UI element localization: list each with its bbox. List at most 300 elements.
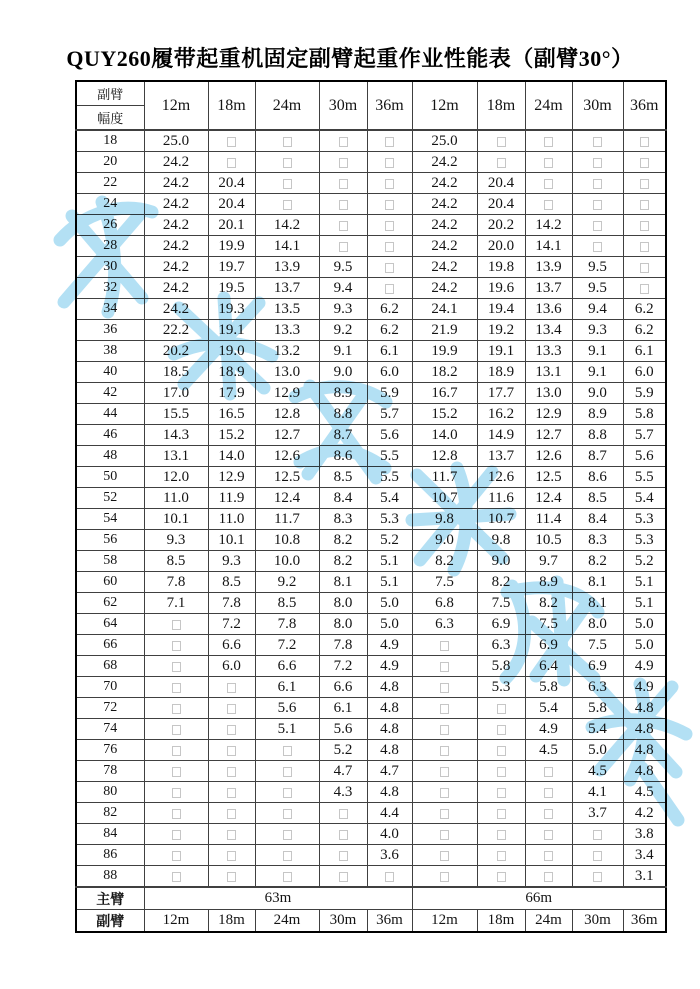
value-cell: 7.2 <box>208 614 255 635</box>
table-body <box>76 130 666 887</box>
value-cell: 5.8 <box>572 698 623 719</box>
value-cell: 3.7 <box>572 803 623 824</box>
value-cell: 8.2 <box>412 551 477 572</box>
empty-cell-icon <box>227 767 236 777</box>
jib-length-header: 24m <box>255 81 319 130</box>
value-cell: 14.2 <box>525 215 572 236</box>
value-cell: 5.3 <box>477 677 525 698</box>
value-cell <box>144 614 208 635</box>
value-cell <box>412 803 477 824</box>
value-cell: 4.9 <box>367 635 412 656</box>
value-cell: 13.1 <box>144 446 208 467</box>
value-cell <box>208 152 255 173</box>
value-cell: 9.1 <box>572 341 623 362</box>
value-cell: 5.7 <box>623 425 666 446</box>
value-cell: 5.5 <box>623 467 666 488</box>
empty-cell-icon <box>440 767 449 777</box>
value-cell <box>477 845 525 866</box>
value-cell: 4.8 <box>623 761 666 782</box>
value-cell: 19.5 <box>208 278 255 299</box>
empty-cell-icon <box>339 179 348 189</box>
value-cell: 12.6 <box>525 446 572 467</box>
value-cell <box>525 866 572 888</box>
empty-cell-icon <box>227 746 236 756</box>
empty-cell-icon <box>497 137 506 147</box>
value-cell <box>144 635 208 656</box>
empty-cell-icon <box>172 788 181 798</box>
value-cell: 5.4 <box>367 488 412 509</box>
value-cell: 5.1 <box>367 572 412 593</box>
value-cell: 12.7 <box>525 425 572 446</box>
value-cell: 19.4 <box>477 299 525 320</box>
empty-cell-icon <box>640 221 649 231</box>
value-cell <box>319 845 367 866</box>
empty-cell-icon <box>172 872 181 882</box>
table-row <box>76 509 666 530</box>
value-cell: 7.1 <box>144 593 208 614</box>
radius-cell: 36 <box>76 320 144 341</box>
value-cell: 9.3 <box>319 299 367 320</box>
value-cell: 15.2 <box>208 425 255 446</box>
value-cell: 9.3 <box>572 320 623 341</box>
empty-cell-icon <box>497 704 506 714</box>
radius-cell: 22 <box>76 173 144 194</box>
radius-cell: 68 <box>76 656 144 677</box>
value-cell: 13.1 <box>525 362 572 383</box>
value-cell <box>144 803 208 824</box>
empty-cell-icon <box>385 137 394 147</box>
empty-cell-icon <box>283 179 292 189</box>
value-cell: 9.2 <box>255 572 319 593</box>
value-cell: 10.1 <box>208 530 255 551</box>
value-cell: 5.6 <box>255 698 319 719</box>
empty-cell-icon <box>544 872 553 882</box>
value-cell: 20.4 <box>208 173 255 194</box>
value-cell: 4.5 <box>623 782 666 803</box>
value-cell: 8.2 <box>477 572 525 593</box>
value-cell: 7.5 <box>477 593 525 614</box>
value-cell: 11.9 <box>208 488 255 509</box>
value-cell <box>144 698 208 719</box>
radius-cell: 46 <box>76 425 144 446</box>
value-cell: 5.2 <box>367 530 412 551</box>
radius-cell: 26 <box>76 215 144 236</box>
value-cell <box>412 845 477 866</box>
empty-cell-icon <box>640 284 649 294</box>
value-cell: 11.0 <box>208 509 255 530</box>
radius-cell: 52 <box>76 488 144 509</box>
value-cell <box>255 740 319 761</box>
value-cell: 12.0 <box>144 467 208 488</box>
table-row <box>76 173 666 194</box>
value-cell: 12.5 <box>255 467 319 488</box>
value-cell <box>367 236 412 257</box>
main-boom-length-cell: 63m <box>144 887 412 910</box>
value-cell: 9.0 <box>477 551 525 572</box>
value-cell: 5.8 <box>525 677 572 698</box>
radius-cell: 86 <box>76 845 144 866</box>
value-cell: 24.2 <box>412 257 477 278</box>
value-cell <box>255 173 319 194</box>
value-cell <box>572 866 623 888</box>
jib-length-header: 36m <box>623 81 666 130</box>
value-cell <box>477 866 525 888</box>
empty-cell-icon <box>497 851 506 861</box>
value-cell: 10.7 <box>477 509 525 530</box>
value-cell <box>319 824 367 845</box>
value-cell: 5.1 <box>623 593 666 614</box>
empty-cell-icon <box>497 158 506 168</box>
value-cell <box>412 635 477 656</box>
jib-length-cell: 36m <box>623 910 666 933</box>
page-title: QUY260履带起重机固定副臂起重作业性能表（副臂30°） <box>66 46 634 71</box>
value-cell <box>623 215 666 236</box>
value-cell: 8.1 <box>319 572 367 593</box>
value-cell: 12.4 <box>255 488 319 509</box>
table-row <box>76 130 666 152</box>
value-cell: 4.0 <box>367 824 412 845</box>
empty-cell-icon <box>339 158 348 168</box>
empty-cell-icon <box>593 221 602 231</box>
empty-cell-icon <box>227 725 236 735</box>
value-cell <box>477 740 525 761</box>
value-cell: 5.3 <box>623 530 666 551</box>
value-cell <box>623 278 666 299</box>
value-cell <box>208 845 255 866</box>
value-cell: 24.2 <box>144 257 208 278</box>
value-cell: 6.0 <box>208 656 255 677</box>
value-cell: 11.4 <box>525 509 572 530</box>
radius-cell: 32 <box>76 278 144 299</box>
empty-cell-icon <box>339 851 348 861</box>
value-cell: 6.0 <box>367 362 412 383</box>
value-cell <box>525 782 572 803</box>
value-cell: 8.6 <box>572 467 623 488</box>
value-cell: 6.6 <box>208 635 255 656</box>
value-cell: 20.2 <box>144 341 208 362</box>
value-cell <box>572 824 623 845</box>
corner-jib-label: 副臂 <box>77 82 144 106</box>
value-cell <box>208 130 255 152</box>
value-cell: 6.0 <box>623 362 666 383</box>
value-cell: 14.2 <box>255 215 319 236</box>
empty-cell-icon <box>544 851 553 861</box>
radius-cell: 72 <box>76 698 144 719</box>
empty-cell-icon <box>339 221 348 231</box>
value-cell: 7.5 <box>572 635 623 656</box>
value-cell: 25.0 <box>144 130 208 152</box>
value-cell <box>525 803 572 824</box>
empty-cell-icon <box>497 746 506 756</box>
value-cell <box>208 824 255 845</box>
value-cell <box>525 845 572 866</box>
empty-cell-icon <box>339 830 348 840</box>
value-cell: 4.8 <box>367 782 412 803</box>
empty-cell-icon <box>227 683 236 693</box>
value-cell: 8.5 <box>255 593 319 614</box>
radius-cell: 20 <box>76 152 144 173</box>
value-cell: 8.7 <box>572 446 623 467</box>
value-cell <box>525 824 572 845</box>
value-cell <box>623 257 666 278</box>
empty-cell-icon <box>640 263 649 273</box>
empty-cell-icon <box>339 137 348 147</box>
value-cell: 5.4 <box>525 698 572 719</box>
value-cell: 3.4 <box>623 845 666 866</box>
value-cell: 19.2 <box>477 320 525 341</box>
empty-cell-icon <box>283 137 292 147</box>
value-cell <box>367 215 412 236</box>
value-cell <box>255 130 319 152</box>
jib-length-header: 30m <box>319 81 367 130</box>
radius-cell: 56 <box>76 530 144 551</box>
value-cell: 4.9 <box>367 656 412 677</box>
value-cell: 9.4 <box>572 299 623 320</box>
value-cell: 5.0 <box>623 635 666 656</box>
value-cell <box>623 152 666 173</box>
empty-cell-icon <box>440 830 449 840</box>
value-cell <box>367 278 412 299</box>
value-cell <box>477 130 525 152</box>
value-cell: 10.1 <box>144 509 208 530</box>
table-row <box>76 803 666 824</box>
value-cell: 12.9 <box>255 383 319 404</box>
jib-length-header: 24m <box>525 81 572 130</box>
empty-cell-icon <box>497 767 506 777</box>
value-cell: 9.0 <box>319 362 367 383</box>
value-cell: 7.8 <box>319 635 367 656</box>
value-cell <box>572 194 623 215</box>
empty-cell-icon <box>172 851 181 861</box>
value-cell: 4.3 <box>319 782 367 803</box>
table-row <box>76 572 666 593</box>
value-cell <box>208 761 255 782</box>
value-cell: 10.8 <box>255 530 319 551</box>
empty-cell-icon <box>227 830 236 840</box>
radius-cell: 50 <box>76 467 144 488</box>
value-cell <box>412 698 477 719</box>
radius-cell: 84 <box>76 824 144 845</box>
value-cell: 12.8 <box>412 446 477 467</box>
empty-cell-icon <box>544 137 553 147</box>
jib-length-header: 30m <box>572 81 623 130</box>
value-cell: 6.1 <box>255 677 319 698</box>
value-cell: 4.8 <box>367 677 412 698</box>
table-row <box>76 467 666 488</box>
value-cell: 8.4 <box>319 488 367 509</box>
radius-cell: 80 <box>76 782 144 803</box>
value-cell: 9.8 <box>412 509 477 530</box>
value-cell: 5.1 <box>623 572 666 593</box>
empty-cell-icon <box>544 830 553 840</box>
table-row <box>76 257 666 278</box>
value-cell: 6.2 <box>623 299 666 320</box>
radius-cell: 58 <box>76 551 144 572</box>
value-cell: 19.1 <box>477 341 525 362</box>
empty-cell-icon <box>640 158 649 168</box>
value-cell <box>572 130 623 152</box>
radius-cell: 38 <box>76 341 144 362</box>
value-cell <box>144 866 208 888</box>
table-row <box>76 299 666 320</box>
value-cell <box>412 866 477 888</box>
value-cell <box>319 215 367 236</box>
value-cell: 4.8 <box>623 698 666 719</box>
value-cell: 8.9 <box>525 572 572 593</box>
header-row <box>76 81 666 130</box>
value-cell: 12.5 <box>525 467 572 488</box>
empty-cell-icon <box>339 200 348 210</box>
table-row <box>76 446 666 467</box>
value-cell: 3.1 <box>623 866 666 888</box>
value-cell <box>255 761 319 782</box>
empty-cell-icon <box>283 872 292 882</box>
value-cell: 17.0 <box>144 383 208 404</box>
table-row <box>76 593 666 614</box>
value-cell: 5.1 <box>255 719 319 740</box>
value-cell: 9.8 <box>477 530 525 551</box>
value-cell: 18.2 <box>412 362 477 383</box>
value-cell <box>412 719 477 740</box>
value-cell <box>144 761 208 782</box>
value-cell <box>477 152 525 173</box>
empty-cell-icon <box>640 179 649 189</box>
value-cell: 7.2 <box>255 635 319 656</box>
value-cell: 15.2 <box>412 404 477 425</box>
value-cell: 9.7 <box>525 551 572 572</box>
radius-cell: 78 <box>76 761 144 782</box>
value-cell: 13.6 <box>525 299 572 320</box>
table-row <box>76 278 666 299</box>
value-cell <box>144 824 208 845</box>
value-cell: 14.0 <box>412 425 477 446</box>
value-cell <box>367 866 412 888</box>
empty-cell-icon <box>283 158 292 168</box>
empty-cell-icon <box>640 242 649 252</box>
value-cell: 24.2 <box>412 278 477 299</box>
radius-cell: 28 <box>76 236 144 257</box>
radius-cell: 40 <box>76 362 144 383</box>
empty-cell-icon <box>385 158 394 168</box>
value-cell <box>525 173 572 194</box>
empty-cell-icon <box>640 200 649 210</box>
empty-cell-icon <box>593 200 602 210</box>
empty-cell-icon <box>172 767 181 777</box>
table-row <box>76 761 666 782</box>
value-cell <box>412 677 477 698</box>
empty-cell-icon <box>172 620 181 630</box>
value-cell: 5.0 <box>367 593 412 614</box>
value-cell <box>208 866 255 888</box>
empty-cell-icon <box>593 158 602 168</box>
value-cell: 8.0 <box>319 593 367 614</box>
empty-cell-icon <box>283 200 292 210</box>
value-cell <box>208 677 255 698</box>
value-cell: 13.2 <box>255 341 319 362</box>
radius-cell: 30 <box>76 257 144 278</box>
value-cell: 6.9 <box>525 635 572 656</box>
value-cell <box>144 677 208 698</box>
value-cell <box>412 782 477 803</box>
value-cell: 9.5 <box>319 257 367 278</box>
value-cell: 13.9 <box>525 257 572 278</box>
value-cell: 8.6 <box>319 446 367 467</box>
value-cell: 11.7 <box>255 509 319 530</box>
value-cell: 9.5 <box>572 278 623 299</box>
empty-cell-icon <box>497 830 506 840</box>
value-cell: 8.5 <box>144 551 208 572</box>
value-cell: 20.2 <box>477 215 525 236</box>
value-cell: 8.9 <box>319 383 367 404</box>
value-cell: 24.2 <box>144 278 208 299</box>
value-cell: 6.3 <box>477 635 525 656</box>
value-cell: 9.2 <box>319 320 367 341</box>
value-cell: 8.8 <box>572 425 623 446</box>
table-row <box>76 866 666 888</box>
value-cell <box>525 130 572 152</box>
value-cell: 9.5 <box>572 257 623 278</box>
value-cell: 8.3 <box>319 509 367 530</box>
jib-length-cell: 12m <box>144 910 208 933</box>
table-row <box>76 824 666 845</box>
table-row <box>76 341 666 362</box>
empty-cell-icon <box>385 221 394 231</box>
value-cell: 15.5 <box>144 404 208 425</box>
value-cell: 5.9 <box>623 383 666 404</box>
value-cell <box>319 152 367 173</box>
value-cell: 6.2 <box>367 299 412 320</box>
value-cell: 20.0 <box>477 236 525 257</box>
value-cell <box>367 257 412 278</box>
value-cell: 16.5 <box>208 404 255 425</box>
value-cell: 7.5 <box>525 614 572 635</box>
value-cell: 8.5 <box>572 488 623 509</box>
table-row <box>76 236 666 257</box>
empty-cell-icon <box>440 641 449 651</box>
value-cell: 11.6 <box>477 488 525 509</box>
empty-cell-icon <box>283 788 292 798</box>
empty-cell-icon <box>227 158 236 168</box>
radius-cell: 60 <box>76 572 144 593</box>
value-cell: 9.3 <box>208 551 255 572</box>
value-cell: 8.3 <box>572 530 623 551</box>
jib-length-cell: 18m <box>208 910 255 933</box>
value-cell: 17.7 <box>477 383 525 404</box>
value-cell <box>477 782 525 803</box>
value-cell <box>572 215 623 236</box>
empty-cell-icon <box>385 263 394 273</box>
empty-cell-icon <box>497 725 506 735</box>
value-cell: 8.5 <box>208 572 255 593</box>
empty-cell-icon <box>544 200 553 210</box>
value-cell: 12.7 <box>255 425 319 446</box>
radius-cell: 48 <box>76 446 144 467</box>
value-cell: 6.2 <box>623 320 666 341</box>
value-cell: 5.9 <box>367 383 412 404</box>
value-cell: 4.9 <box>623 656 666 677</box>
value-cell <box>412 740 477 761</box>
main-boom-length-cell: 66m <box>412 887 666 910</box>
value-cell <box>525 152 572 173</box>
table-row <box>76 635 666 656</box>
value-cell: 4.4 <box>367 803 412 824</box>
jib-length-cell: 12m <box>412 910 477 933</box>
value-cell: 7.2 <box>319 656 367 677</box>
empty-cell-icon <box>440 872 449 882</box>
value-cell <box>412 656 477 677</box>
value-cell <box>572 236 623 257</box>
value-cell: 4.9 <box>525 719 572 740</box>
